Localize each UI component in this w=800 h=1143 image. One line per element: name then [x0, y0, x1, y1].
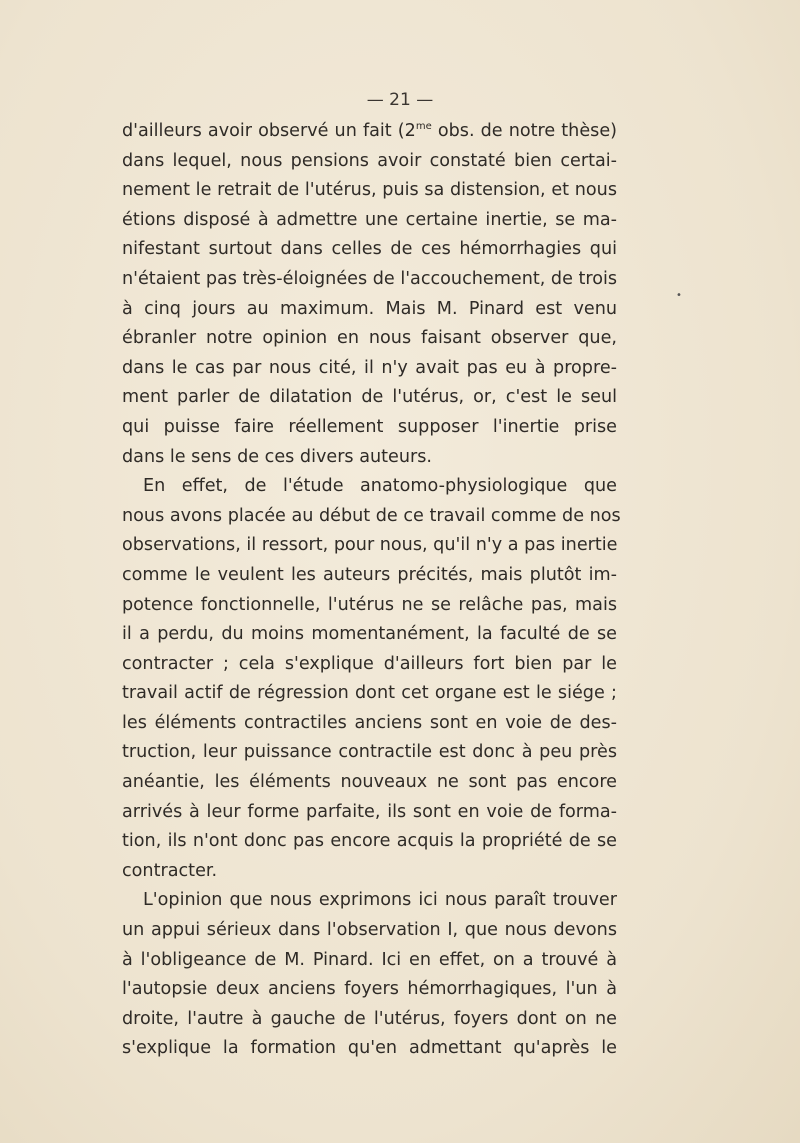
- text-line: dans lequel, nous pensions avoir constaté bien certai-: [122, 150, 617, 171]
- text-line: les éléments contractiles anciens sont en voie de des-: [122, 712, 617, 733]
- text-line: à cinq jours au maximum. Mais M. Pinard est venu: [122, 298, 617, 319]
- paragraph-end-line: dans le sens de ces divers auteurs.: [122, 446, 432, 467]
- text-line: dans le cas par nous cité, il n'y avait pas eu à propre-: [122, 357, 617, 378]
- text-line: arrivés à leur forme parfaite, ils sont en voie de forma-: [122, 801, 617, 822]
- paragraph-start-line: En effet, de l'étude anatomo-physiologique que: [143, 476, 617, 497]
- text-line: nous avons placée au début de ce travail comme de nos: [122, 505, 621, 526]
- text-line: truction, leur puissance contractile est donc à peu près: [122, 742, 617, 763]
- page-number: — 21 —: [366, 90, 434, 110]
- body-text: [122, 117, 621, 1064]
- margin-mark: •: [676, 290, 682, 301]
- text-line: droite, l'autre à gauche de l'utérus, foyers dont on ne: [122, 1008, 617, 1029]
- text-line: comme le veulent les auteurs précités, mais plutôt im-: [122, 564, 617, 585]
- text-line: nement le retrait de l'utérus, puis sa distension, et nous: [122, 180, 617, 201]
- text-line: observations, il ressort, pour nous, qu'il n'y a pas inertie: [122, 535, 618, 556]
- text-line: d'ailleurs avoir observé un fait ($2^{me}$ obs. de notre thèse): [122, 121, 618, 141]
- text-line: qui puisse faire réellement supposer l'inertie prise: [122, 416, 617, 437]
- text-line: à l'obligeance de M. Pinard. Ici en effet, on a trouvé à: [122, 949, 617, 970]
- text-line: potence fonctionnelle, l'utérus ne se relâche pas, mais: [122, 594, 617, 615]
- text-line: tion, ils n'ont donc pas encore acquis la propriété de se: [122, 831, 617, 852]
- text-line: un appui sérieux dans l'observation I, que nous devons: [122, 920, 617, 941]
- paragraph-end-line: contracter.: [122, 860, 218, 881]
- text-line: l'autopsie deux anciens foyers hémorrhagiques, l'un à: [122, 979, 617, 1000]
- text-line: contracter ; cela s'explique d'ailleurs fort bien par le: [122, 653, 617, 674]
- text-line: anéantie, les éléments nouveaux ne sont pas encore: [122, 772, 617, 793]
- text-line: n'étaient pas très-éloignées de l'accouchement, de trois: [122, 268, 618, 289]
- text-line: travail actif de régression dont cet organe est le siége ;: [122, 683, 617, 704]
- text-line: ment parler de dilatation de l'utérus, or, c'est le seul: [122, 387, 617, 408]
- text-line: s'explique la formation qu'en admettant qu'après le: [122, 1038, 617, 1059]
- text-line: il a perdu, du moins momentanément, la faculté de se: [122, 624, 617, 645]
- text-line: ébranler notre opinion en nous faisant observer que,: [122, 328, 617, 349]
- text-line: étions disposé à admettre une certaine inertie, se ma-: [122, 209, 617, 230]
- text-line: nifestant surtout dans celles de ces hémorrhagies qui: [122, 239, 617, 260]
- paragraph-start-line: L'opinion que nous exprimons ici nous paraît trouver: [143, 890, 617, 911]
